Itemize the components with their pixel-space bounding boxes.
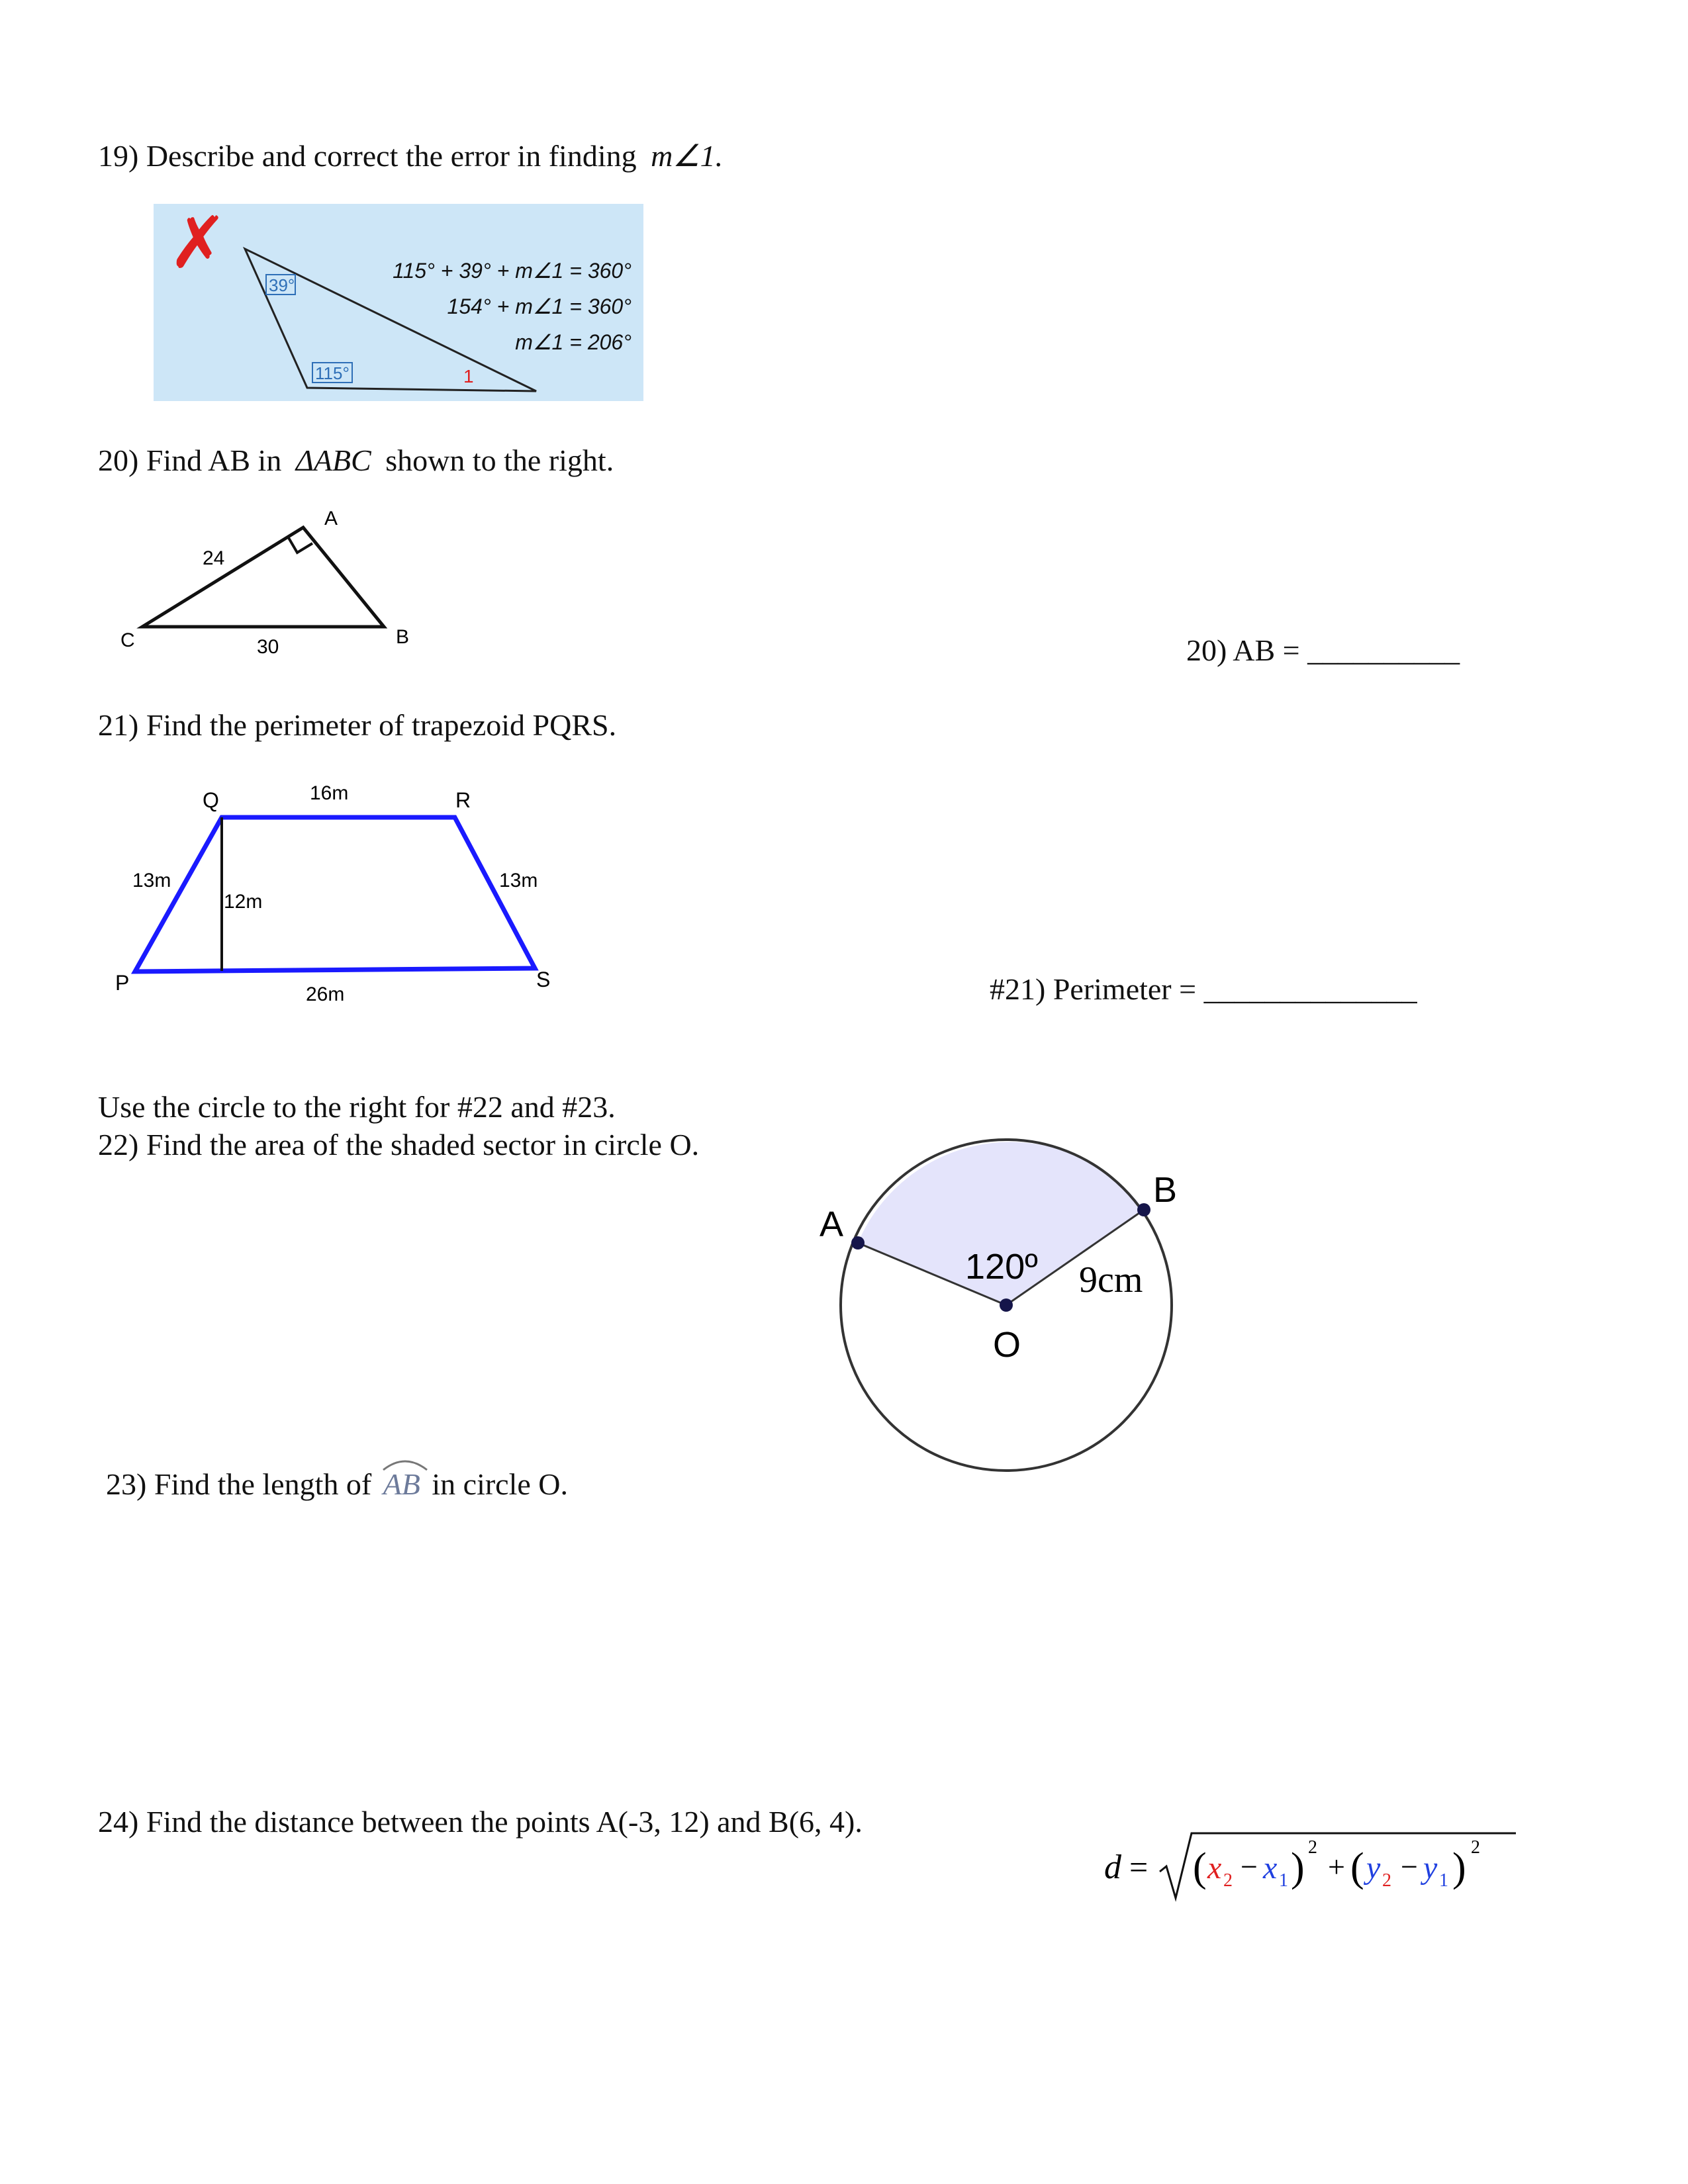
formula-x2-sub: 2 (1223, 1870, 1233, 1891)
q21-bottom: 26m (306, 983, 345, 1005)
q22-point-o (1000, 1298, 1013, 1312)
q20-label-b: B (396, 626, 410, 648)
formula-plus: + (1328, 1850, 1345, 1884)
q19-eq3: m∠1 = 206° (515, 330, 632, 354)
q21-left: 13m (132, 870, 171, 891)
formula-x2: x (1207, 1850, 1222, 1886)
q19-eq2: 154° + m∠1 = 360° (447, 295, 632, 318)
q21-label-s: S (536, 968, 551, 991)
q21-label-p: P (115, 971, 130, 995)
q22-radius: 9cm (1079, 1259, 1143, 1300)
q22-prompt: 22) Find the area of the shaded sector in circle O. (98, 1128, 700, 1161)
wrong-x-icon: ✗ (168, 202, 228, 285)
formula-power-2: 2 (1471, 1837, 1480, 1858)
formula-y1-sub: 1 (1439, 1870, 1448, 1891)
q19-angle-39: 39° (269, 275, 295, 295)
formula-y2-sub: 2 (1382, 1870, 1391, 1891)
formula-paren-2-close: ) (1452, 1845, 1466, 1890)
formula-power-1: 2 (1308, 1837, 1317, 1858)
q23-prompt: 23) Find the length of AB in circle O. (106, 1466, 568, 1502)
q19-prompt: 19) Describe and correct the error in finding m∠1. (98, 139, 724, 173)
q19-eq1: 115° + 39° + m∠1 = 360° (393, 259, 632, 283)
q20-side-cb: 30 (257, 636, 279, 658)
q21-right: 13m (499, 870, 538, 891)
q21-height: 12m (224, 891, 263, 913)
q22-label-b: B (1153, 1170, 1178, 1210)
q20-right-angle-mark (288, 537, 312, 553)
formula-paren-1-close: ) (1291, 1845, 1305, 1890)
q20-label-c: C (120, 629, 135, 651)
formula-paren-2-open: ( (1350, 1845, 1364, 1890)
formula-x1: x (1263, 1850, 1278, 1886)
q24-distance-formula (1099, 1820, 1523, 1913)
formula-minus-1: − (1241, 1850, 1258, 1884)
q19-angle-1: 1 (463, 366, 474, 387)
q22-label-o: O (993, 1325, 1021, 1365)
q21-trapezoid (135, 817, 535, 972)
formula-paren-1-open: ( (1193, 1845, 1207, 1890)
arc-symbol-icon (382, 1457, 428, 1471)
q20-label-a: A (324, 508, 338, 529)
q22-point-a (851, 1236, 865, 1250)
q21-trapezoid-figure (113, 781, 576, 1019)
formula-y2: y (1366, 1850, 1381, 1886)
formula-equals: = (1129, 1848, 1149, 1886)
q21-answer[interactable]: #21) Perimeter = ______________ (990, 972, 1417, 1006)
formula-minus-2: − (1401, 1850, 1418, 1884)
q22-point-b (1137, 1203, 1150, 1216)
q21-label-r: R (455, 788, 471, 812)
q22-circle-figure (808, 1132, 1205, 1476)
q20-triangle-figure (113, 506, 430, 665)
formula-y1: y (1423, 1850, 1438, 1886)
q21-top: 16m (310, 782, 349, 804)
q21-prompt: 21) Find the perimeter of trapezoid PQRS. (98, 708, 617, 742)
q23-arc-ab: AB (383, 1466, 420, 1502)
formula-x1-sub: 1 (1279, 1870, 1288, 1891)
q20-prompt: 20) Find AB in ΔABC shown to the right. (98, 443, 614, 477)
q22-label-a: A (820, 1205, 844, 1244)
q22-angle: 120º (965, 1247, 1038, 1287)
q22-intro: Use the circle to the right for #22 and #23. (98, 1090, 616, 1124)
q19-figure (154, 204, 643, 401)
q24-prompt: 24) Find the distance between the points A(-3, 12) and B(6, 4). (98, 1805, 863, 1839)
q20-answer[interactable]: 20) AB = __________ (1186, 633, 1460, 667)
q20-triangle (142, 527, 384, 627)
formula-d: d (1104, 1848, 1121, 1886)
q19-angle-115: 115° (315, 363, 350, 383)
q20-side-ca: 24 (203, 547, 225, 569)
q21-label-q: Q (203, 788, 219, 812)
